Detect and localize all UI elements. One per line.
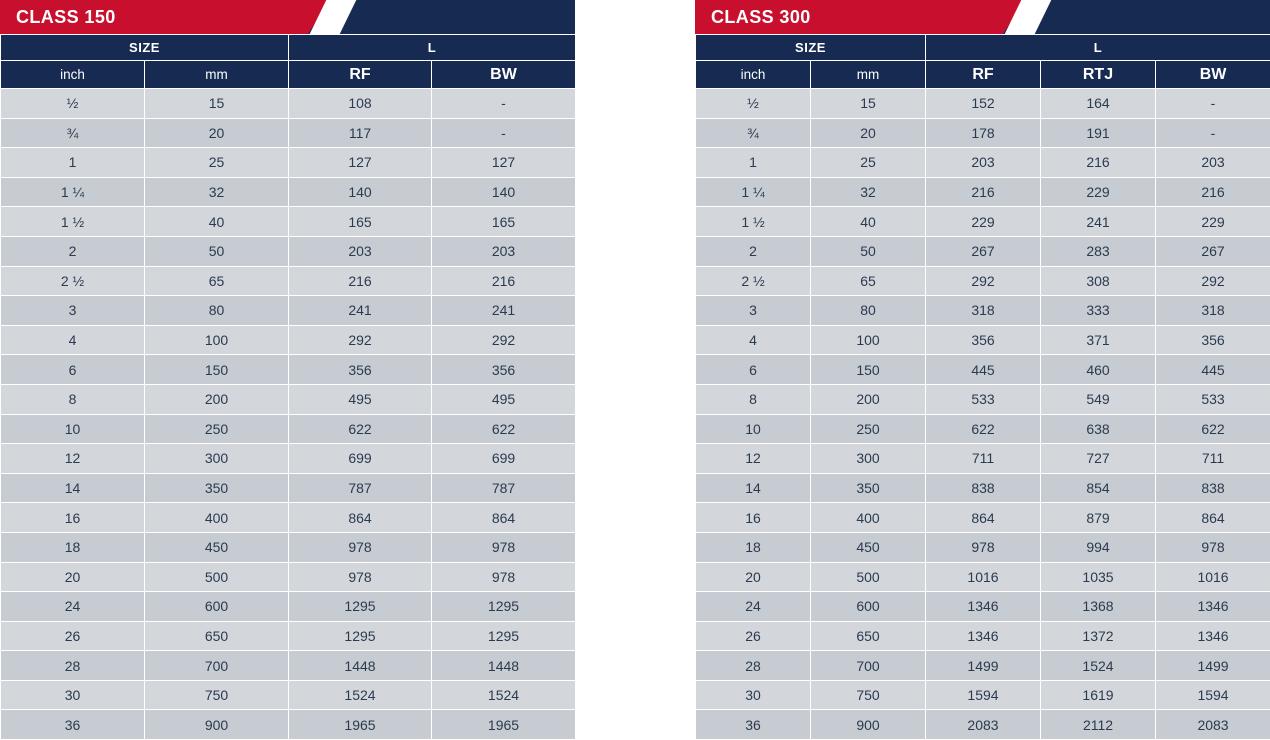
class-300-group-header-row (696, 35, 1270, 61)
cell-bw: 445 (1156, 355, 1270, 385)
cell-rtj: 371 (1041, 325, 1156, 355)
class-300-spec-table (695, 34, 1270, 740)
cell-inch: 18 (1, 532, 145, 562)
cell-inch: 2 (1, 236, 145, 266)
cell-rf: 140 (289, 177, 432, 207)
class-150-column-header-row (1, 61, 576, 89)
cell-rf: 267 (926, 236, 1041, 266)
cell-rf: 533 (926, 384, 1041, 414)
table-row (1, 562, 576, 592)
table-row (696, 532, 1270, 562)
cell-mm: 600 (811, 592, 926, 622)
cell-bw: 356 (432, 355, 576, 385)
cell-inch: 26 (696, 621, 811, 651)
cell-rf: 711 (926, 444, 1041, 474)
table-row (1, 266, 576, 296)
cell-bw: 203 (432, 236, 576, 266)
cell-inch: 12 (1, 444, 145, 474)
cell-mm: 150 (811, 355, 926, 385)
cell-rtj: 549 (1041, 384, 1156, 414)
cell-rtj: 333 (1041, 296, 1156, 326)
cell-inch: 8 (696, 384, 811, 414)
cell-bw: 292 (432, 325, 576, 355)
cell-mm: 500 (145, 562, 289, 592)
class-150-table-body (1, 89, 576, 740)
class-150-title: CLASS 150 (0, 7, 116, 28)
cell-rtj: 283 (1041, 236, 1156, 266)
cell-bw: 1346 (1156, 592, 1270, 622)
table-row (1, 118, 576, 148)
cell-bw: 787 (432, 473, 576, 503)
cell-mm: 350 (145, 473, 289, 503)
cell-inch: 3 (1, 296, 145, 326)
cell-inch: 36 (696, 710, 811, 740)
cell-rtj: 879 (1041, 503, 1156, 533)
cell-inch: 14 (1, 473, 145, 503)
cell-inch: ½ (1, 89, 145, 119)
cell-bw: 1295 (432, 592, 576, 622)
cell-rf: 622 (289, 414, 432, 444)
cell-bw: 229 (1156, 207, 1270, 237)
header-col-bw: BW (1156, 61, 1270, 89)
cell-rf: 622 (926, 414, 1041, 444)
cell-rf: 978 (926, 532, 1041, 562)
cell-mm: 350 (811, 473, 926, 503)
cell-rf: 838 (926, 473, 1041, 503)
cell-mm: 65 (811, 266, 926, 296)
cell-bw: 864 (432, 503, 576, 533)
cell-mm: 25 (811, 148, 926, 178)
cell-mm: 150 (145, 355, 289, 385)
class-300-title: CLASS 300 (695, 7, 811, 28)
table-row (696, 236, 1270, 266)
cell-inch: 28 (1, 651, 145, 681)
cell-mm: 80 (811, 296, 926, 326)
cell-rf: 495 (289, 384, 432, 414)
cell-rf: 229 (926, 207, 1041, 237)
table-row (1, 89, 576, 119)
header-size-group: SIZE (696, 35, 926, 61)
cell-rtj: 191 (1041, 118, 1156, 148)
cell-mm: 25 (145, 148, 289, 178)
table-row (1, 414, 576, 444)
table-row (696, 177, 1270, 207)
cell-rf: 1346 (926, 621, 1041, 651)
cell-mm: 32 (145, 177, 289, 207)
cell-mm: 750 (811, 680, 926, 710)
cell-rf: 356 (289, 355, 432, 385)
cell-mm: 40 (811, 207, 926, 237)
cell-inch: 2 ½ (1, 266, 145, 296)
cell-bw: 1965 (432, 710, 576, 740)
cell-rf: 1594 (926, 680, 1041, 710)
cell-rtj: 1035 (1041, 562, 1156, 592)
cell-bw: - (1156, 118, 1270, 148)
cell-rtj: 216 (1041, 148, 1156, 178)
cell-rtj: 1524 (1041, 651, 1156, 681)
cell-mm: 100 (811, 325, 926, 355)
cell-inch: ¾ (696, 118, 811, 148)
cell-bw: 165 (432, 207, 576, 237)
cell-bw: 1346 (1156, 621, 1270, 651)
table-row (696, 89, 1270, 119)
cell-bw: 127 (432, 148, 576, 178)
table-row (1, 296, 576, 326)
cell-inch: 1 ½ (696, 207, 811, 237)
cell-inch: 30 (1, 680, 145, 710)
cell-inch: 10 (696, 414, 811, 444)
table-row (1, 532, 576, 562)
cell-inch: 28 (696, 651, 811, 681)
class-300-table-head (696, 35, 1270, 89)
cell-mm: 15 (811, 89, 926, 119)
class-300-title-bar (695, 0, 1270, 34)
cell-bw: 711 (1156, 444, 1270, 474)
cell-mm: 20 (145, 118, 289, 148)
header-col-mm: mm (811, 61, 926, 89)
cell-inch: 4 (1, 325, 145, 355)
cell-inch: 14 (696, 473, 811, 503)
cell-mm: 500 (811, 562, 926, 592)
header-col-rf: RF (926, 61, 1041, 89)
class-150-group-header-row (1, 35, 576, 61)
cell-rf: 445 (926, 355, 1041, 385)
cell-rf: 292 (289, 325, 432, 355)
table-row (1, 384, 576, 414)
cell-rf: 318 (926, 296, 1041, 326)
cell-rf: 203 (289, 236, 432, 266)
cell-bw: 140 (432, 177, 576, 207)
cell-rf: 978 (289, 532, 432, 562)
header-length-group: L (289, 35, 576, 61)
table-row (696, 207, 1270, 237)
table-row (696, 473, 1270, 503)
table-row (1, 236, 576, 266)
class-300-table-block (695, 0, 1270, 736)
table-row (696, 296, 1270, 326)
cell-bw: 533 (1156, 384, 1270, 414)
header-col-inch: inch (696, 61, 811, 89)
cell-inch: ¾ (1, 118, 145, 148)
cell-mm: 100 (145, 325, 289, 355)
cell-rf: 108 (289, 89, 432, 119)
cell-inch: 12 (696, 444, 811, 474)
cell-rtj: 1619 (1041, 680, 1156, 710)
table-row (696, 325, 1270, 355)
cell-rf: 1016 (926, 562, 1041, 592)
class-150-spec-table (0, 34, 576, 740)
cell-rtj: 994 (1041, 532, 1156, 562)
cell-bw: 318 (1156, 296, 1270, 326)
table-row (1, 207, 576, 237)
cell-rf: 241 (289, 296, 432, 326)
table-row (696, 444, 1270, 474)
cell-rf: 2083 (926, 710, 1041, 740)
header-col-mm: mm (145, 61, 289, 89)
cell-mm: 250 (811, 414, 926, 444)
table-row (1, 592, 576, 622)
cell-bw: 292 (1156, 266, 1270, 296)
cell-mm: 65 (145, 266, 289, 296)
cell-inch: 4 (696, 325, 811, 355)
cell-mm: 750 (145, 680, 289, 710)
cell-inch: ½ (696, 89, 811, 119)
cell-inch: 24 (1, 592, 145, 622)
cell-mm: 80 (145, 296, 289, 326)
class-150-table-block (0, 0, 575, 736)
table-row (696, 651, 1270, 681)
class-300-column-header-row (696, 61, 1270, 89)
cell-bw: 495 (432, 384, 576, 414)
cell-inch: 24 (696, 592, 811, 622)
cell-inch: 10 (1, 414, 145, 444)
cell-rtj: 638 (1041, 414, 1156, 444)
cell-bw: - (432, 89, 576, 119)
cell-inch: 26 (1, 621, 145, 651)
cell-mm: 700 (145, 651, 289, 681)
cell-bw: 864 (1156, 503, 1270, 533)
header-size-group: SIZE (1, 35, 289, 61)
cell-rf: 178 (926, 118, 1041, 148)
cell-inch: 1 ½ (1, 207, 145, 237)
cell-bw: 1016 (1156, 562, 1270, 592)
cell-rf: 117 (289, 118, 432, 148)
cell-rf: 203 (926, 148, 1041, 178)
cell-mm: 200 (811, 384, 926, 414)
cell-mm: 250 (145, 414, 289, 444)
cell-inch: 1 (1, 148, 145, 178)
cell-rtj: 164 (1041, 89, 1156, 119)
cell-inch: 1 ¼ (1, 177, 145, 207)
table-row (1, 325, 576, 355)
cell-inch: 3 (696, 296, 811, 326)
cell-rtj: 854 (1041, 473, 1156, 503)
table-row (1, 148, 576, 178)
cell-inch: 16 (696, 503, 811, 533)
cell-rtj: 460 (1041, 355, 1156, 385)
cell-rtj: 308 (1041, 266, 1156, 296)
cell-rf: 1295 (289, 592, 432, 622)
cell-inch: 6 (696, 355, 811, 385)
cell-bw: - (432, 118, 576, 148)
cell-rf: 356 (926, 325, 1041, 355)
cell-rtj: 2112 (1041, 710, 1156, 740)
cell-mm: 15 (145, 89, 289, 119)
cell-mm: 650 (145, 621, 289, 651)
cell-mm: 650 (811, 621, 926, 651)
table-row (1, 444, 576, 474)
table-row (696, 562, 1270, 592)
cell-mm: 900 (145, 710, 289, 740)
cell-mm: 20 (811, 118, 926, 148)
table-row (696, 710, 1270, 740)
cell-bw: 978 (432, 562, 576, 592)
cell-bw: 216 (1156, 177, 1270, 207)
class-150-table-head (1, 35, 576, 89)
cell-rf: 1346 (926, 592, 1041, 622)
cell-bw: - (1156, 89, 1270, 119)
cell-rf: 216 (289, 266, 432, 296)
header-col-rtj: RTJ (1041, 61, 1156, 89)
cell-mm: 200 (145, 384, 289, 414)
table-row (1, 710, 576, 740)
cell-rf: 864 (289, 503, 432, 533)
cell-mm: 600 (145, 592, 289, 622)
cell-inch: 2 ½ (696, 266, 811, 296)
cell-bw: 622 (1156, 414, 1270, 444)
table-row (1, 621, 576, 651)
cell-inch: 20 (696, 562, 811, 592)
cell-mm: 700 (811, 651, 926, 681)
cell-rf: 292 (926, 266, 1041, 296)
cell-inch: 30 (696, 680, 811, 710)
cell-rf: 864 (926, 503, 1041, 533)
cell-bw: 1295 (432, 621, 576, 651)
table-row (696, 266, 1270, 296)
cell-bw: 1499 (1156, 651, 1270, 681)
table-row (696, 592, 1270, 622)
table-row (696, 680, 1270, 710)
cell-mm: 900 (811, 710, 926, 740)
cell-bw: 978 (432, 532, 576, 562)
cell-rf: 1295 (289, 621, 432, 651)
cell-inch: 1 ¼ (696, 177, 811, 207)
cell-inch: 16 (1, 503, 145, 533)
table-row (696, 118, 1270, 148)
cell-rtj: 241 (1041, 207, 1156, 237)
cell-inch: 18 (696, 532, 811, 562)
cell-inch: 8 (1, 384, 145, 414)
cell-bw: 1524 (432, 680, 576, 710)
header-length-group: L (926, 35, 1270, 61)
cell-rtj: 1372 (1041, 621, 1156, 651)
cell-rf: 787 (289, 473, 432, 503)
cell-bw: 2083 (1156, 710, 1270, 740)
table-row (1, 503, 576, 533)
cell-inch: 6 (1, 355, 145, 385)
table-row (696, 503, 1270, 533)
cell-bw: 216 (432, 266, 576, 296)
cell-mm: 400 (145, 503, 289, 533)
table-row (696, 384, 1270, 414)
cell-mm: 300 (811, 444, 926, 474)
table-row (1, 355, 576, 385)
cell-bw: 622 (432, 414, 576, 444)
table-row (1, 680, 576, 710)
class-150-title-bar (0, 0, 575, 34)
header-col-inch: inch (1, 61, 145, 89)
class-300-table-body (696, 89, 1270, 740)
table-row (696, 414, 1270, 444)
cell-mm: 450 (811, 532, 926, 562)
cell-bw: 203 (1156, 148, 1270, 178)
cell-inch: 36 (1, 710, 145, 740)
cell-rtj: 229 (1041, 177, 1156, 207)
cell-mm: 50 (811, 236, 926, 266)
cell-rf: 1524 (289, 680, 432, 710)
cell-inch: 2 (696, 236, 811, 266)
table-row (696, 355, 1270, 385)
cell-rf: 165 (289, 207, 432, 237)
header-col-rf: RF (289, 61, 432, 89)
cell-rf: 152 (926, 89, 1041, 119)
table-row (1, 651, 576, 681)
cell-rf: 1499 (926, 651, 1041, 681)
cell-bw: 356 (1156, 325, 1270, 355)
cell-inch: 20 (1, 562, 145, 592)
cell-rf: 216 (926, 177, 1041, 207)
cell-rf: 699 (289, 444, 432, 474)
cell-mm: 400 (811, 503, 926, 533)
cell-rtj: 1368 (1041, 592, 1156, 622)
cell-inch: 1 (696, 148, 811, 178)
cell-rf: 978 (289, 562, 432, 592)
cell-bw: 1448 (432, 651, 576, 681)
cell-mm: 450 (145, 532, 289, 562)
cell-bw: 241 (432, 296, 576, 326)
cell-rf: 1965 (289, 710, 432, 740)
cell-bw: 699 (432, 444, 576, 474)
cell-bw: 838 (1156, 473, 1270, 503)
cell-bw: 978 (1156, 532, 1270, 562)
cell-mm: 40 (145, 207, 289, 237)
cell-bw: 1594 (1156, 680, 1270, 710)
cell-rf: 127 (289, 148, 432, 178)
table-row (1, 177, 576, 207)
cell-mm: 50 (145, 236, 289, 266)
cell-rtj: 727 (1041, 444, 1156, 474)
table-row (696, 148, 1270, 178)
table-row (696, 621, 1270, 651)
cell-bw: 267 (1156, 236, 1270, 266)
cell-mm: 32 (811, 177, 926, 207)
header-col-bw: BW (432, 61, 576, 89)
table-row (1, 473, 576, 503)
cell-rf: 1448 (289, 651, 432, 681)
cell-mm: 300 (145, 444, 289, 474)
